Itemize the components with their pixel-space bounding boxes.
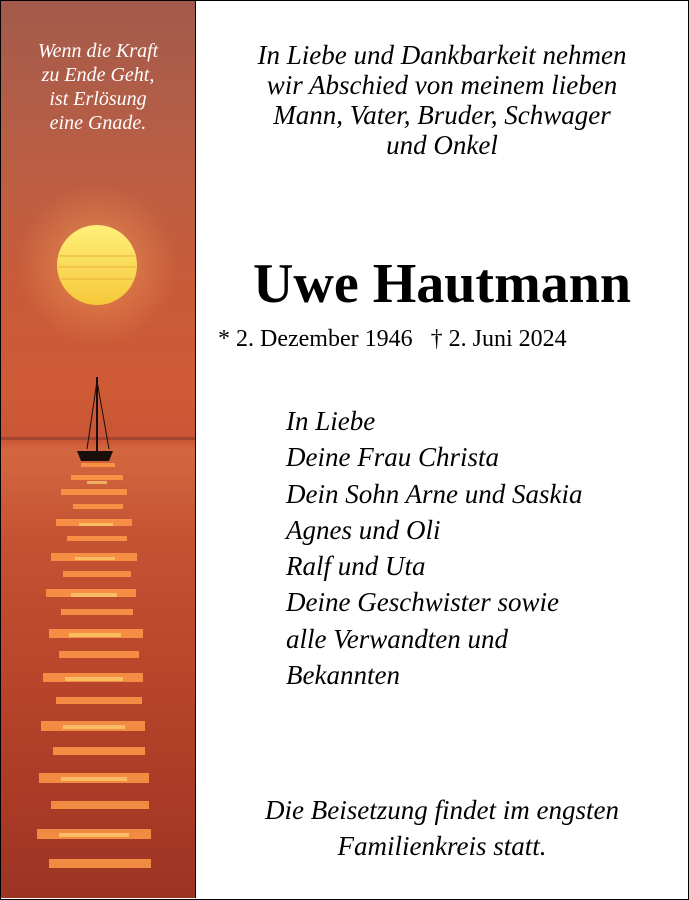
intro-line: In Liebe und Dankbarkeit nehmen [257, 40, 627, 70]
signer-line: Bekannten [286, 660, 400, 691]
notice-content [196, 0, 688, 900]
funeral-line: Familienkreis statt. [337, 831, 547, 861]
signer-line: Dein Sohn Arne und Saskia [286, 478, 583, 509]
quote-line: Wenn die Kraft [37, 40, 159, 62]
intro-text [196, 40, 688, 160]
signer-line: In Liebe [286, 406, 376, 436]
quote-line: zu Ende Geht, [41, 64, 155, 86]
signer-line: Ralf und Uta [286, 551, 426, 582]
funeral-note [196, 792, 688, 864]
signers-list [286, 403, 686, 693]
sunset-illustration [1, 1, 195, 898]
intro-line: Mann, Vater, Bruder, Schwager [273, 100, 611, 130]
sun [57, 225, 137, 305]
quote-line: ist Erlösung [49, 88, 147, 110]
signer-line: alle Verwandten und [286, 623, 508, 654]
signer-line: Agnes und Oli [286, 514, 441, 545]
sunset-sailboat-photo [1, 1, 195, 898]
signer-line: Deine Geschwister sowie [286, 587, 559, 618]
funeral-line: Die Beisetzung findet im engsten [265, 795, 619, 825]
intro-line: wir Abschied von meinem lieben [266, 70, 618, 100]
quote-line: eine Gnade. [49, 112, 147, 134]
memorial-quote [1, 39, 195, 135]
intro-line: und Onkel [386, 130, 498, 160]
sailboat [77, 377, 113, 461]
life-dates: * 2. Dezember 1946 † 2. Juni 2024 [218, 326, 567, 352]
signer-line: Deine Frau Christa [286, 442, 499, 473]
deceased-name: Uwe Hautmann [252, 253, 632, 315]
